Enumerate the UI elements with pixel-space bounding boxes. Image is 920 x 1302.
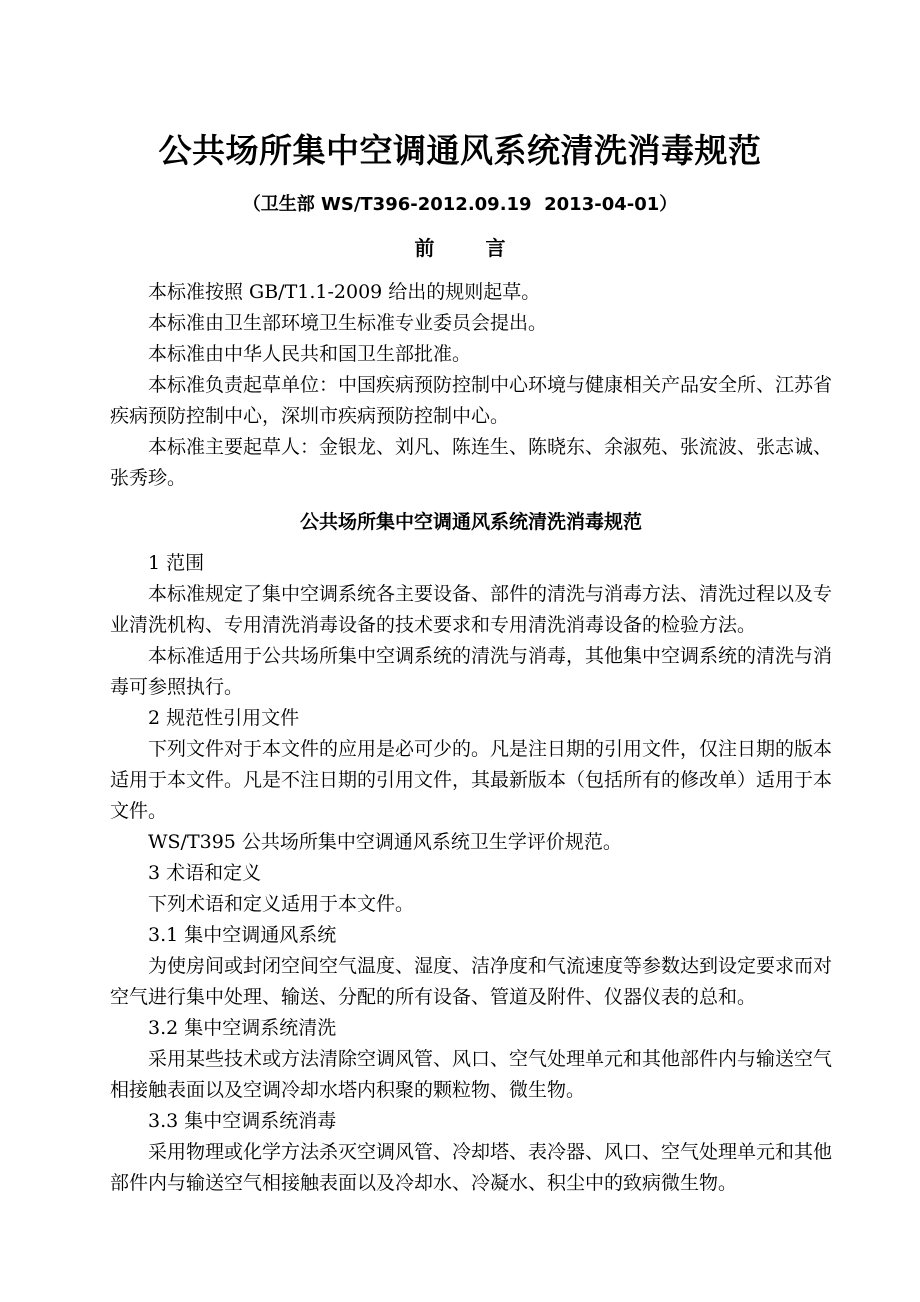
document-body bbox=[110, 277, 832, 1199]
term-heading: 3.3 集中空调系统消毒 bbox=[148, 1110, 337, 1132]
preface-paragraph: 本标准由中华人民共和国卫生部批准。 bbox=[148, 343, 472, 365]
document-title: 公共场所集中空调通风系统清洗消毒规范 bbox=[158, 131, 762, 170]
clause-paragraph: WS/T395 公共场所集中空调通风系统卫生学评价规范。 bbox=[148, 831, 622, 853]
section-title: 公共场所集中空调通风系统清洗消毒规范 bbox=[299, 511, 642, 533]
term-definition: 采用物理或化学方法杀灭空调风管、冷却塔、表冷器、风口、空气处理单元和其他部件内与输送空气相接触表面以及冷却水、冷凝水、积尘中的致病微生物。 bbox=[110, 1141, 833, 1194]
clause-heading: 1 范围 bbox=[148, 552, 205, 574]
term-definition: 采用某些技术或方法清除空调风管、风口、空气处理单元和其他部件内与输送空气相接触表面以及空调冷却水塔内积聚的颗粒物、微生物。 bbox=[110, 1048, 833, 1101]
term-definition: 为使房间或封闭空间空气温度、湿度、洁净度和气流速度等参数达到设定要求而对空气进行集中处理、输送、分配的所有设备、管道及附件、仪器仪表的总和。 bbox=[110, 955, 833, 1008]
clause-paragraph: 本标准规定了集中空调系统各主要设备、部件的清洗与消毒方法、清洗过程以及专业清洗机构、专用清洗消毒设备的技术要求和专用清洗消毒设备的检验方法。 bbox=[110, 583, 833, 636]
preface-paragraph: 本标准由卫生部环境卫生标准专业委员会提出。 bbox=[148, 312, 548, 334]
preface-paragraph: 本标准负责起草单位：中国疾病预防控制中心环境与健康相关产品安全所、江苏省疾病预防控制中心，深圳市疾病预防控制中心。 bbox=[110, 374, 833, 427]
clause-paragraph: 下列术语和定义适用于本文件。 bbox=[148, 893, 415, 915]
clause-heading: 3 术语和定义 bbox=[148, 862, 262, 884]
term-heading: 3.2 集中空调系统清洗 bbox=[148, 1017, 337, 1039]
clause-paragraph: 下列文件对于本文件的应用是必可少的。凡是注日期的引用文件，仅注日期的版本适用于本文件。凡是不注日期的引用文件，其最新版本（包括所有的修改单）适用于本文件。 bbox=[110, 738, 833, 822]
preface-paragraph: 本标准主要起草人：金银龙、刘凡、陈连生、陈晓东、余淑苑、张流波、张志诚、张秀珍。 bbox=[110, 436, 833, 489]
term-heading: 3.1 集中空调通风系统 bbox=[148, 924, 337, 946]
clause-heading: 2 规范性引用文件 bbox=[148, 707, 300, 729]
clause-paragraph: 本标准适用于公共场所集中空调系统的清洗与消毒，其他集中空调系统的清洗与消毒可参照执行。 bbox=[110, 645, 833, 698]
document-subtitle: （卫生部 WS/T396-2012.09.19 2013-04-01） bbox=[242, 194, 678, 215]
preface-heading: 前 言 bbox=[414, 236, 528, 260]
preface-paragraph: 本标准按照 GB/T1.1-2009 给出的规则起草。 bbox=[148, 281, 541, 303]
